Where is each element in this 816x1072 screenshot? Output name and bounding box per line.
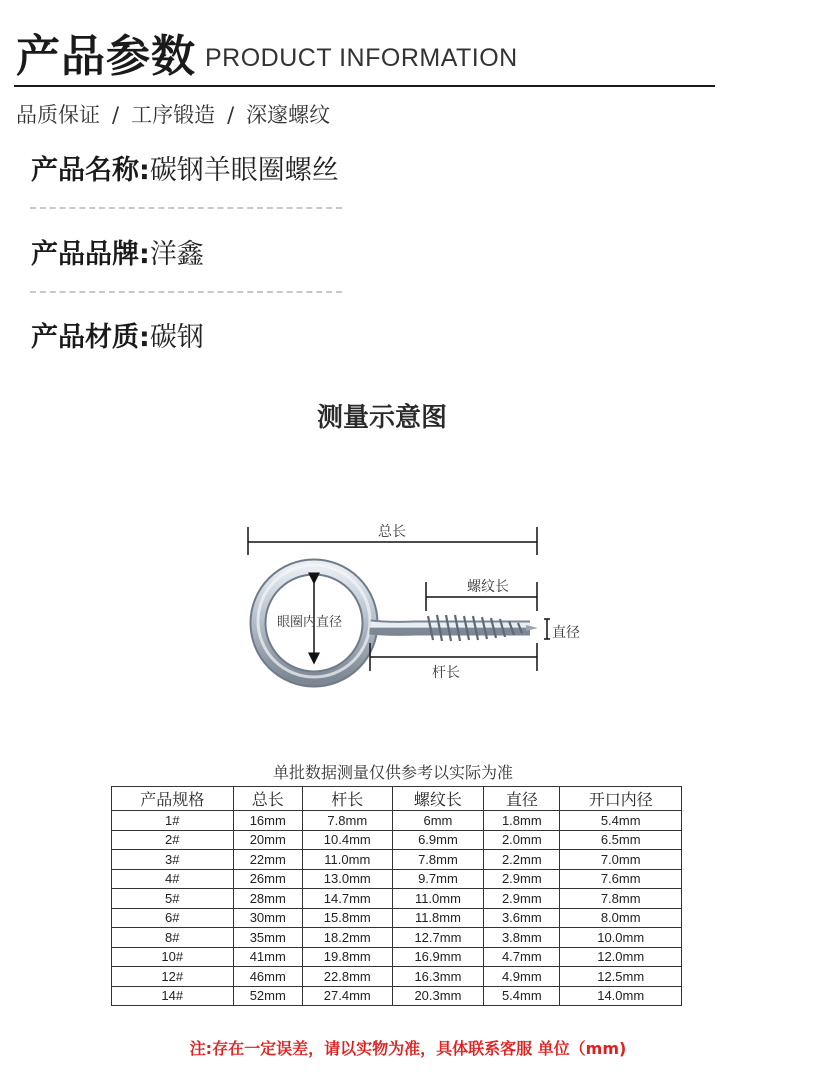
table-cell: 10.4mm <box>302 830 392 850</box>
thread-length-label: 螺纹长 <box>467 579 509 595</box>
table-cell: 46mm <box>233 967 302 987</box>
info-row-brand <box>31 232 204 271</box>
table-cell: 22.8mm <box>302 967 392 987</box>
table-cell: 6.9mm <box>392 830 484 850</box>
info-value: 碳钢 <box>149 322 204 353</box>
table-cell: 1.8mm <box>484 811 560 831</box>
table-cell: 2# <box>112 830 234 850</box>
table-cell: 16.3mm <box>392 967 484 987</box>
table-row <box>112 986 682 1006</box>
column-header: 开口内径 <box>560 787 682 811</box>
table-cell: 28mm <box>233 889 302 909</box>
table-cell: 14.7mm <box>302 889 392 909</box>
table-row <box>112 967 682 987</box>
tagline-item: 品质保证 <box>16 103 100 127</box>
table-cell: 6mm <box>392 811 484 831</box>
shank <box>370 627 530 628</box>
info-label: 产品品牌: <box>31 239 150 270</box>
screw-tip <box>526 625 538 631</box>
tagline-item: 深邃螺纹 <box>246 103 331 127</box>
table-cell: 20mm <box>233 830 302 850</box>
tagline-separator: / <box>227 103 235 127</box>
table-cell: 7.8mm <box>392 850 484 870</box>
table-cell: 41mm <box>233 947 302 967</box>
table-cell: 4# <box>112 869 234 889</box>
info-label: 产品名称: <box>31 155 150 186</box>
table-row <box>112 811 682 831</box>
table-cell: 1# <box>112 811 234 831</box>
table-cell: 15.8mm <box>302 908 392 928</box>
column-header: 杆长 <box>302 787 392 811</box>
table-row <box>112 869 682 889</box>
table-cell: 3.8mm <box>484 928 560 948</box>
table-cell: 12# <box>112 967 234 987</box>
tagline-item: 工序锻造 <box>131 103 216 127</box>
table-cell: 14# <box>112 986 234 1006</box>
table-cell: 9.7mm <box>392 869 484 889</box>
eye-diameter-label: 眼圈内直径 <box>277 615 343 630</box>
table-cell: 5# <box>112 889 234 909</box>
table-cell: 3.6mm <box>484 908 560 928</box>
table-cell: 7.0mm <box>560 850 682 870</box>
table-cell: 2.0mm <box>484 830 560 850</box>
table-cell: 2.9mm <box>484 869 560 889</box>
table-cell: 14.0mm <box>560 986 682 1006</box>
table-cell: 5.4mm <box>484 986 560 1006</box>
table-cell: 16.9mm <box>392 947 484 967</box>
table-cell: 7.8mm <box>302 811 392 831</box>
eye-screw-diagram <box>230 515 580 690</box>
table-cell: 12.5mm <box>560 967 682 987</box>
table-cell: 4.9mm <box>484 967 560 987</box>
table-cell: 2.9mm <box>484 889 560 909</box>
table-cell: 4.7mm <box>484 947 560 967</box>
table-row <box>112 947 682 967</box>
table-cell: 8# <box>112 928 234 948</box>
spec-table <box>111 786 682 1006</box>
table-cell: 8.0mm <box>560 908 682 928</box>
table-row <box>112 850 682 870</box>
info-label: 产品材质: <box>31 322 150 353</box>
table-body <box>112 811 682 1006</box>
table-cell: 11.0mm <box>302 850 392 870</box>
table-cell: 30mm <box>233 908 302 928</box>
table-cell: 6# <box>112 908 234 928</box>
page-title: 产品参数 <box>16 31 196 82</box>
info-value: 碳钢羊眼圈螺丝 <box>149 155 339 186</box>
total-length-label: 总长 <box>378 524 406 540</box>
table-cell: 27.4mm <box>302 986 392 1006</box>
tagline-separator: / <box>112 103 120 127</box>
page-subtitle: PRODUCT INFORMATION <box>205 44 518 72</box>
table-row <box>112 908 682 928</box>
tagline <box>16 99 330 129</box>
shank-length-label: 杆长 <box>432 665 460 681</box>
table-cell: 10# <box>112 947 234 967</box>
info-row-name <box>31 148 339 187</box>
info-row-material <box>31 315 204 354</box>
table-cell: 12.0mm <box>560 947 682 967</box>
header-divider <box>14 85 715 87</box>
table-cell: 7.6mm <box>560 869 682 889</box>
table-cell: 6.5mm <box>560 830 682 850</box>
table-cell: 22mm <box>233 850 302 870</box>
table-cell: 3# <box>112 850 234 870</box>
table-cell: 11.0mm <box>392 889 484 909</box>
table-cell: 19.8mm <box>302 947 392 967</box>
table-cell: 26mm <box>233 869 302 889</box>
column-header: 总长 <box>233 787 302 811</box>
table-cell: 18.2mm <box>302 928 392 948</box>
table-cell: 12.7mm <box>392 928 484 948</box>
table-row <box>112 830 682 850</box>
table-cell: 13.0mm <box>302 869 392 889</box>
dashed-divider <box>30 207 342 209</box>
table-cell: 35mm <box>233 928 302 948</box>
table-cell: 7.8mm <box>560 889 682 909</box>
diagram-title: 测量示意图 <box>316 403 447 433</box>
table-cell: 20.3mm <box>392 986 484 1006</box>
table-cell: 10.0mm <box>560 928 682 948</box>
table-note: 单批数据测量仅供参考以实际为准 <box>272 763 513 782</box>
dashed-divider <box>30 291 342 293</box>
table-cell: 52mm <box>233 986 302 1006</box>
table-cell: 5.4mm <box>560 811 682 831</box>
table-header-row <box>112 787 682 811</box>
info-value: 洋鑫 <box>149 239 204 270</box>
column-header: 螺纹长 <box>392 787 484 811</box>
table-row <box>112 889 682 909</box>
table-row <box>112 928 682 948</box>
footer-note: 注:存在一定误差，请以实物为准，具体联系客服 单位（mm) <box>189 1039 627 1058</box>
column-header: 直径 <box>484 787 560 811</box>
table-cell: 16mm <box>233 811 302 831</box>
table-cell: 11.8mm <box>392 908 484 928</box>
diameter-label: 直径 <box>552 625 580 641</box>
column-header: 产品规格 <box>112 787 234 811</box>
table-cell: 2.2mm <box>484 850 560 870</box>
